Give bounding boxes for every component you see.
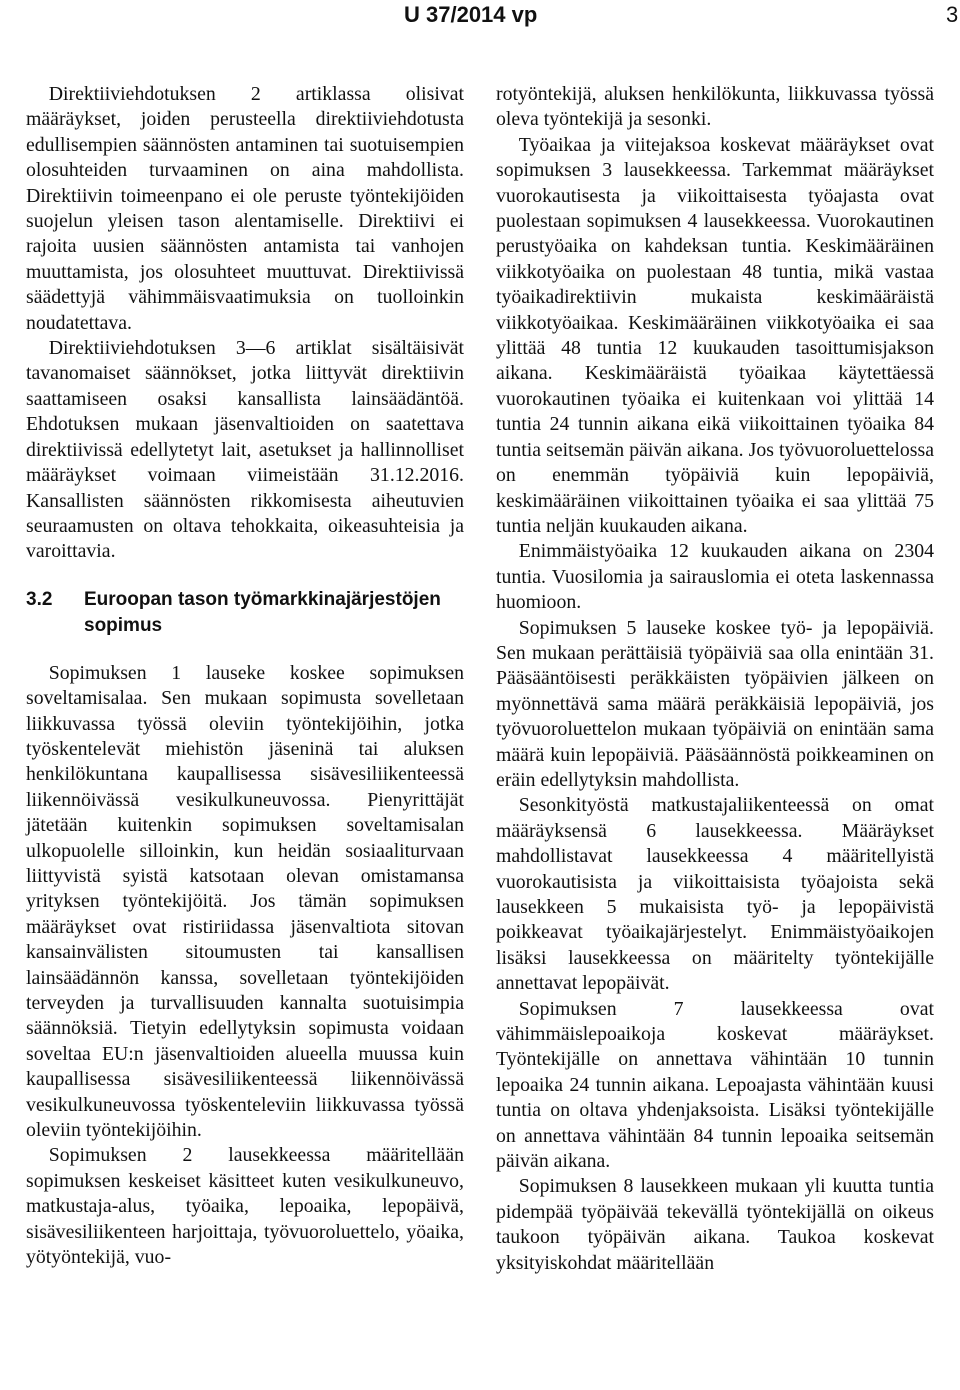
paragraph-right-7: Sopimuksen 8 lausekkeen mukaan yli kuutta tuntia pidempää työpäivää tekevällä työntekijällä on oikeus taukoon työpäivän aikana. Taukoa koskevat yksityiskohdat määritellään — [496, 1175, 934, 1274]
paragraph-right-4: Sopimuksen 5 lauseke koskee työ- ja lepopäiviä. Sen mukaan perättäisiä työpäiviä saa olla enintään 31. Pääsääntöisesti peräkkäisten työpäivien jälkeen on myönnettävä sama määrä peräkkäisiä lepopäiviä, jos työvuoroluettelon mukaan työpäiviä on enintään sama määrä kuin lepopäiviä. Pääsäännöstä poikkeaminen on eräin edellytyksin mahdollista. — [496, 616, 934, 791]
paragraph-left-3: Sopimuksen 1 lauseke koskee sopimuksen soveltamisalaa. Sen mukaan sopimusta sovelletaan liikkuvassa työssä oleviin työntekijöihin, jotka työskentelevät miehistön jäseninä tai aluksen henkilökuntana kaupallisessa sisävesiliikenteessä liikennöivässä vesikulkuneuvossa. Pienyrittäjät jätetään kuitenkin sopimuksen soveltamisalan ulkopuolelle silloinkin, kun heidän sosiaaliturvaan liittyvistä syistä katsotaan olevan omistamansa yrityksen työntekijöitä. Jos tämän sopimuksen määräykset ovat ristiriidassa jäsenvaltiota sitovan kansainvälisten sitoumusten tai kansallisen lainsäädännön kanssa, sovelletaan työntekijöiden terveyden ja turvallisuuden kannalta suotuisimpia säännöksiä. Tietyin edellytyksin sopimusta voidaan soveltaa EU:n jäsenvaltioiden alueella muussa kuin kaupallisessa sisävesiliikenteessä liikennöivässä vesikulkuneuvossa työskenteleviin liikkuvassa työssä oleviin työntekijöihin. — [26, 661, 464, 1142]
left-column — [26, 82, 464, 1270]
paragraph-right-1: rotyöntekijä, aluksen henkilökunta, liikkuvassa työssä oleva työntekijä ja sesonki. — [496, 83, 934, 131]
paragraph-left-2: Direktiiviehdotuksen 3—6 artiklat sisältäisivät tavanomaiset säännökset, jotka liittyvät direktiivin saattamiseen osaksi kansallista lainsäädäntöä. Ehdotuksen mukaan jäsenvaltioiden on saatettava direktiivissä edellytetyt lait, asetukset ja hallinnolliset määräykset voimaan viimeistään 31.12.2016. Kansallisten säännösten rikkomisesta aiheutuvien seuraamusten on oltava tehokkaita, oikeasuhteisia ja varoittavia. — [26, 337, 464, 563]
page-number: 3 — [946, 2, 959, 27]
right-column — [496, 82, 934, 1276]
section-number: 3.2 — [26, 588, 53, 610]
document-id: U 37/2014 vp — [404, 2, 538, 27]
paragraph-right-3: Enimmäistyöaika 12 kuukauden aikana on 2304 tuntia. Vuosilomia ja sairauslomia ei oteta laskennassa huomioon. — [496, 540, 934, 614]
paragraph-right-2: Työaikaa ja viitejaksoa koskevat määräykset ovat sopimuksen 3 lausekkeessa. Tarkemmat määräykset vuorokautisesta ja viikoittaisesta työajasta ovat puolestaan sopimuksen 4 lausekkeessa. Vuorokautinen perustyöaika on kahdeksan tuntia. Keskimääräinen viikkotyöaika on puolestaan 48 tuntia, mikä vastaa työaikadirektiivin mukaista keskimääräistä viikkotyöaikaa. Keskimääräinen viikkotyöaika ei saa ylittää 48 tuntia 12 kuukauden tasoittumisjakson aikana. Keskimääräistä työaikaa käytettäessä vuorokautinen työaika ei kuitenkaan voi ylittää 14 tuntia 24 tunnin aikana eikä viikoittainen työaika 84 tuntia seitsemän päivän aikana. Jos työvuoroluettelossa on enemmän työpäiviä kuin lepopäiviä, keskimääräinen viikoittainen työaika ei saa ylittää 75 tuntia neljän kuukauden aikana. — [496, 133, 934, 537]
section-heading — [26, 587, 464, 639]
paragraph-right-5: Sesonkityöstä matkustajaliikenteessä on omat määräyksensä 6 lausekkeessa. Määräykset mahdollistavat lausekkeessa 4 määritellyistä vuorokautisista ja viikoittaisista työajoista sekä lausekkeen 5 mukaisista työ- ja lepopäivistä poikkeavat työaikajärjestelyt. Enimmäistyöaikojen lisäksi lausekkeessa on määritelty työntekijälle annettavat lepopäivät. — [496, 794, 934, 995]
page-header — [0, 0, 960, 34]
paragraph-left-1: Direktiiviehdotuksen 2 artiklassa olisivat määräykset, joiden perusteella direktiiviehdotusta edullisempien säännösten antaminen tai suotuisempien olosuhteiden turvaaminen on aina mahdollista. Direktiivin toimeenpano ei ole peruste työntekijöiden suojelun yleisen tason alentamiselle. Direktiivi ei rajoita uusien säännösten antamista tai vanhojen muuttamista, jos olosuhteet muuttuvat. Direktiivissä säädettyjä vähimmäisvaatimuksia on tuolloinkin noudatettava. — [26, 83, 464, 334]
paragraph-right-6: Sopimuksen 7 lausekkeessa ovat vähimmäislepoaikoja koskevat määräykset. Työntekijälle on annettava vähintään 10 tunnin lepoaika 24 tunnin aikana. Lepoajasta vähintään kuusi tuntia on oltava yhdenjaksoista. Lisäksi työntekijälle on annettava vähintään 84 tunnin lepoaika seitsemän päivän aikana. — [496, 997, 934, 1173]
paragraph-left-4: Sopimuksen 2 lausekkeessa määritellään sopimuksen keskeiset käsitteet kuten vesikulkuneuvo, matkustaja-alus, työaika, lepoaika, lepopäivä, sisävesiliikenteen harjoittaja, työvuoroluettelo, yöaika, yötyöntekijä, vuo- — [26, 1144, 464, 1269]
section-title: Euroopan tason työmarkkinajärjestöjen sopimus — [84, 588, 441, 636]
